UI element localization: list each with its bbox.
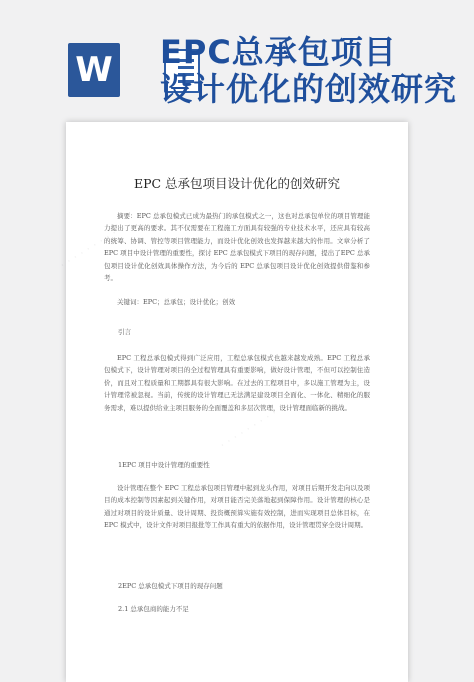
watermark: · · · · · · · · · bbox=[57, 225, 120, 273]
keywords-line: 关键词：EPC；总承包；设计优化；创效 bbox=[117, 298, 236, 306]
header-banner bbox=[0, 0, 474, 118]
intro-heading: 引言 bbox=[118, 328, 131, 336]
section-2-1-heading: 2.1 总承包商的能力不足 bbox=[118, 605, 189, 613]
word-letter-badge: W bbox=[68, 43, 120, 97]
abstract-paragraph: 摘要：EPC 总承包模式已成为最热门的承包模式之一，这也对总承包单位的项目管理能力提出了更高的要求。其不仅需要在工程施工方面具有较强的专业技术水平，还应具有较高的统筹、协调、管控等项目管理能力，而设计优化创效也发挥越来越大的作用。文章分析了EPC 项目中设计管理的重要性，探讨 EPC 总承包模式下项目的现存问题，提出了EPC 总承包项目设计优化创效具体操作方法，为今后的 EPC 总承包项目设计优化创效提供借鉴和参考。 bbox=[104, 212, 370, 283]
document-title: EPC 总承包项目设计优化的创效研究 bbox=[133, 176, 341, 191]
word-document-icon bbox=[68, 43, 132, 97]
banner-title-line-1: EPC总承包项目 bbox=[160, 33, 397, 71]
intro-paragraph: EPC 工程总承包模式得到广泛应用，工程总承包模式也越来越发成熟。EPC 工程总承包模式下，设计管理对项目的全过程管理具有重要影响，做好设计管理，不但可以控制住造价，而且对工程质量和工期都具有很大影响。在过去的工程项目中，多以施工管理为主，设计管理常被忽视。当前，传统的设计管理已无法满足建设项目全面化、一体化、精细化的服务需求，难以提供给业主项目服务的全面覆盖和多层次管理，设计管理面临新的挑战。 bbox=[104, 354, 370, 412]
section-2-heading: 2EPC 总承包模式下项目的现存问题 bbox=[118, 582, 223, 590]
watermark: · · · · · · · · · bbox=[217, 405, 280, 453]
section-1-heading: 1EPC 项目中设计管理的重要性 bbox=[118, 461, 210, 469]
document-page bbox=[57, 122, 408, 682]
banner-title-line-2: 设计优化的创效研究 bbox=[160, 70, 458, 108]
section-1-paragraph: 设计管理在整个 EPC 工程总承包项目管理中起到龙头作用，对项目后期开发走向以及项目的成本控制等因素起到关键作用，对项目能否完美落地起到保障作用。设计管理的核心是通过对项目的设计质量、设计周期、投资概预算实施有效控制，进而实现项目总体目标，在EPC 模式中，设计文件对项目报批等工作具有重大的依据作用，设计管理贯穿全设计周期。 bbox=[104, 484, 370, 530]
